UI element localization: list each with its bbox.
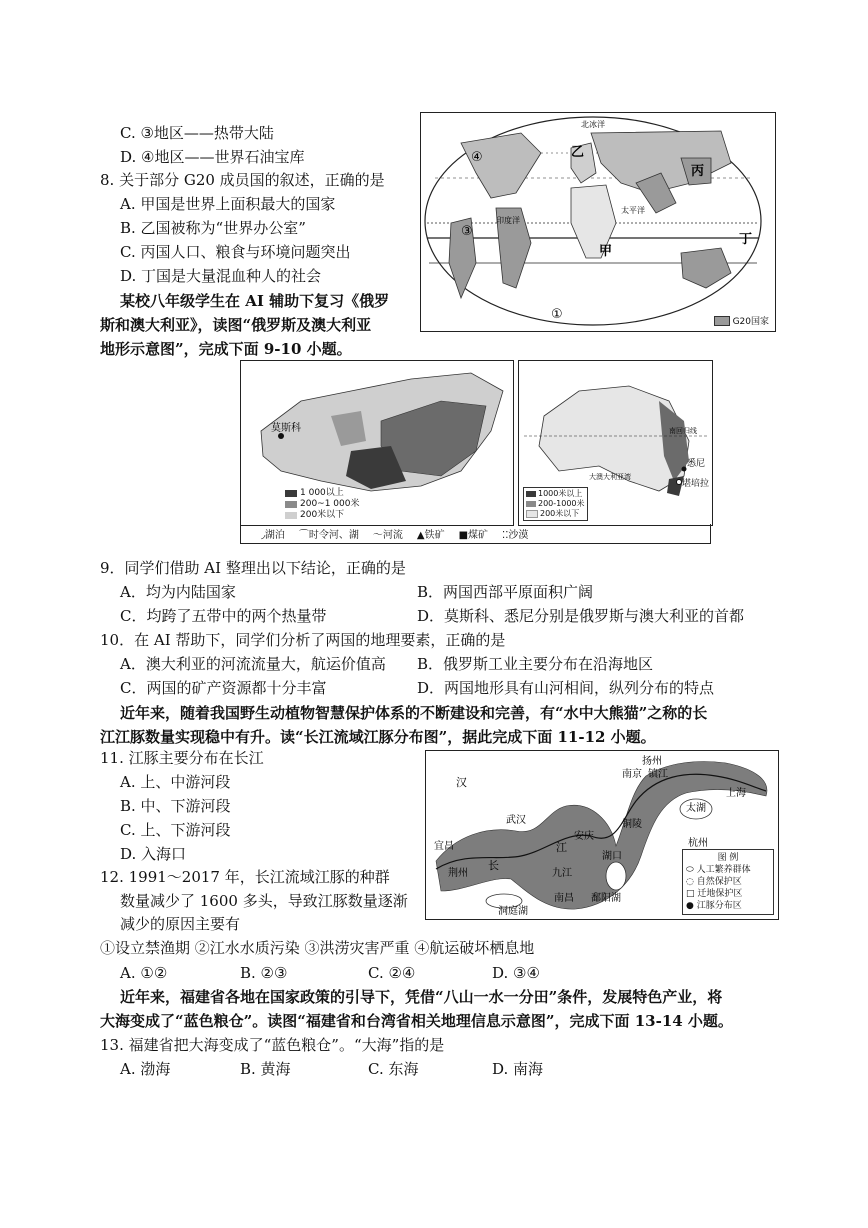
yz-nanchang: 南昌 <box>554 893 574 904</box>
yz-legend-4: ● 江豚分布区 <box>686 901 742 911</box>
q9-option-a: A．均为内陆国家 <box>120 583 236 601</box>
desert-icon: ⁚⁚ <box>502 530 509 541</box>
distribution-icon: ● <box>686 901 697 911</box>
yz-hukou: 湖口 <box>602 851 622 862</box>
world-map-figure <box>420 112 776 332</box>
yz-jiujiang: 九江 <box>552 868 572 879</box>
tropic-label: 南回归线 <box>669 427 697 435</box>
q12-option-a: A. ①② <box>120 964 168 982</box>
australia-map-figure <box>518 360 713 526</box>
g20-legend-label: G20国家 <box>732 317 769 327</box>
q11-option-c: C. 上、下游河段 <box>120 821 231 839</box>
yz-taihu: 太湖 <box>686 803 706 814</box>
q13-option-b: B. 黄海 <box>240 1060 291 1078</box>
yz-hangzhou: 杭州 <box>688 838 708 849</box>
label-arctic: 北冰洋 <box>581 120 605 129</box>
q8-option-b: B. 乙国被称为“世界办公室” <box>120 219 306 237</box>
q8-option-a: A. 甲国是世界上面积最大的国家 <box>120 195 336 213</box>
yz-legend-2: ◌ 自然保护区 <box>686 877 742 887</box>
q12-stem-3: 减少的原因主要有 <box>120 915 241 933</box>
q12-option-b: B. ②③ <box>240 964 288 982</box>
q12-option-c: C. ②④ <box>368 964 416 982</box>
yz-poyanghu: 鄱阳湖 <box>591 893 621 904</box>
q9-stem: 9．同学们借助 AI 整理出以下结论，正确的是 <box>100 559 406 577</box>
aus-legend-3: 200米以下 <box>540 509 580 518</box>
q11-option-d: D. 入海口 <box>120 845 187 863</box>
q11-option-a: A. 上、中游河段 <box>120 773 231 791</box>
q13-stem: 13. 福建省把大海变成了“蓝色粮仓”。“大海”指的是 <box>100 1036 445 1054</box>
yangtze-map-figure <box>425 750 779 920</box>
russia-legend-3: 200米以下 <box>300 510 345 520</box>
russia-map <box>241 361 513 525</box>
world-map <box>421 113 775 331</box>
captive-icon: ⬭ <box>686 865 697 875</box>
yz-legend-title: 图 例 <box>717 853 739 863</box>
river-icon: ～ <box>372 530 383 541</box>
q8-option-c: C. 丙国人口、粮食与环境问题突出 <box>120 243 351 261</box>
yz-wuhan: 武汉 <box>506 815 526 826</box>
q10-option-d: D．两国地形具有山河相间，纵列分布的特点 <box>417 679 715 697</box>
intro-9-10-line3: 地形示意图”，完成下面 9-10 小题。 <box>100 340 352 358</box>
label-circle-1: ① <box>551 307 563 322</box>
yz-anqing: 安庆 <box>574 831 594 842</box>
yz-tongling: 铜陵 <box>622 819 642 830</box>
yz-legend-3: □ 迁地保护区 <box>686 889 743 899</box>
intro-13-14-line1: 近年来，福建省各地在国家政策的引导下，凭借“八山一水一分田”条件，发展特色产业，将 <box>120 988 723 1006</box>
yz-legend-1: ⬭ 人工繁养群体 <box>686 865 751 875</box>
q11-stem: 11. 江豚主要分布在长江 <box>100 749 264 767</box>
q12-stem-2: 数量减少了 1600 多头，导致江豚数量逐渐 <box>120 892 408 910</box>
canberra-label: 堪培拉 <box>682 479 710 489</box>
q9-option-c: C．均跨了五带中的两个热量带 <box>120 607 327 625</box>
yz-jingzhou: 荆州 <box>448 868 468 879</box>
ex-situ-icon: □ <box>686 889 698 899</box>
q13-option-a: A. 渤海 <box>120 1060 171 1078</box>
yz-yichang: 宜昌 <box>434 841 454 852</box>
legend-iron: ▲铁矿 <box>416 530 445 541</box>
label-circle-3: ③ <box>461 224 473 239</box>
map-legend-row <box>240 524 711 544</box>
label-indian: 印度洋 <box>496 216 520 225</box>
q11-option-b: B. 中、下游河段 <box>120 797 231 815</box>
yz-chang: 长 <box>488 859 499 872</box>
g20-swatch <box>714 316 730 326</box>
coal-icon: ■ <box>458 530 469 541</box>
q9-option-d: D．莫斯科、悉尼分别是俄罗斯与澳大利亚的首都 <box>417 607 745 625</box>
yz-han: 汉 <box>456 776 467 789</box>
label-circle-4: ④ <box>471 150 483 165</box>
aus-legend-1: 1000米以上 <box>538 489 583 498</box>
q10-stem: 10．在 AI 帮助下，同学们分析了两国的地理要素，正确的是 <box>100 631 506 649</box>
intro-11-12-line2: 江江豚数量实现稳中有升。读“长江流域江豚分布图”，据此完成下面 11-12 小题。 <box>100 728 656 746</box>
legend-seasonal: ⌒时令河、湖 <box>298 530 359 541</box>
q12-items: ①设立禁渔期 ②江水水质污染 ③洪涝灾害严重 ④航运破坏栖息地 <box>100 939 535 957</box>
bight-label: 大澳大利亚湾 <box>589 473 631 481</box>
q8-stem: 8. 关于部分 G20 成员国的叙述，正确的是 <box>100 171 385 189</box>
yz-zhenjiang: 镇江 <box>648 769 668 780</box>
intro-9-10-line2: 斯和澳大利亚》，读图“俄罗斯及澳大利亚 <box>100 316 372 334</box>
yz-yangzhou: 扬州 <box>642 756 662 767</box>
yz-shanghai: 上海 <box>726 788 746 799</box>
q10-option-b: B．俄罗斯工业主要分布在沿海地区 <box>417 655 654 673</box>
q7-option-c: C. ③地区——热带大陆 <box>120 124 274 142</box>
q12-stem-1: 12. 1991～2017 年，长江流域江豚的种群 <box>100 868 390 886</box>
legend-desert: ⁚⁚沙漠 <box>502 530 529 541</box>
q12-option-d: D. ③④ <box>492 964 540 982</box>
lake-icon: ◞ <box>261 530 265 541</box>
intro-9-10-line1: 某校八年级学生在 AI 辅助下复习《俄罗 <box>120 292 390 310</box>
q10-option-c: C．两国的矿产资源都十分丰富 <box>120 679 327 697</box>
intro-11-12-line1: 近年来，随着我国野生动植物智慧保护体系的不断建设和完善，有“水中大熊猫”之称的长 <box>120 704 708 722</box>
legend-lake: ◞湖泊 <box>261 530 285 541</box>
label-ding: 丁 <box>739 232 753 247</box>
sydney-label: 悉尼 <box>687 459 706 469</box>
q9-option-b: B．两国西部平原面积广阔 <box>417 583 594 601</box>
label-bing: 丙 <box>691 164 705 179</box>
russia-legend-2: 200~1 000米 <box>300 499 360 509</box>
yz-jiang: 江 <box>556 841 567 854</box>
q8-option-d: D. 丁国是大量混血种人的社会 <box>120 267 322 285</box>
moscow-label: 莫斯科 <box>271 423 301 434</box>
world-map-legend <box>714 314 769 327</box>
q13-option-c: C. 东海 <box>368 1060 419 1078</box>
q13-option-d: D. 南海 <box>492 1060 544 1078</box>
legend-river: ～河流 <box>372 530 403 541</box>
q7-option-d: D. ④地区——世界石油宝库 <box>120 148 305 166</box>
intro-13-14-line2: 大海变成了“蓝色粮仓”。读图“福建省和台湾省相关地理信息示意图”，完成下面 13-14 小题。 <box>100 1012 733 1030</box>
yz-dongtinghu: 洞庭湖 <box>498 906 528 917</box>
australia-map-legend <box>523 487 588 521</box>
yangtze-legend <box>682 849 774 915</box>
q10-option-a: A．澳大利亚的河流流量大，航运价值高 <box>120 655 386 673</box>
legend-coal: ■煤矿 <box>458 530 489 541</box>
reserve-icon: ◌ <box>686 877 697 887</box>
russia-map-figure <box>240 360 514 526</box>
label-jia: 甲 <box>599 244 613 259</box>
russia-legend-1: 1 000以上 <box>300 488 344 498</box>
aus-legend-2: 200-1000米 <box>538 499 585 508</box>
iron-ore-icon: ▲ <box>416 530 425 541</box>
label-yi: 乙 <box>571 145 585 160</box>
seasonal-river-icon: ⌒ <box>298 530 309 541</box>
yz-nanjing: 南京 <box>622 769 642 780</box>
label-pacific: 太平洋 <box>621 206 645 215</box>
russia-map-legend <box>285 488 360 521</box>
